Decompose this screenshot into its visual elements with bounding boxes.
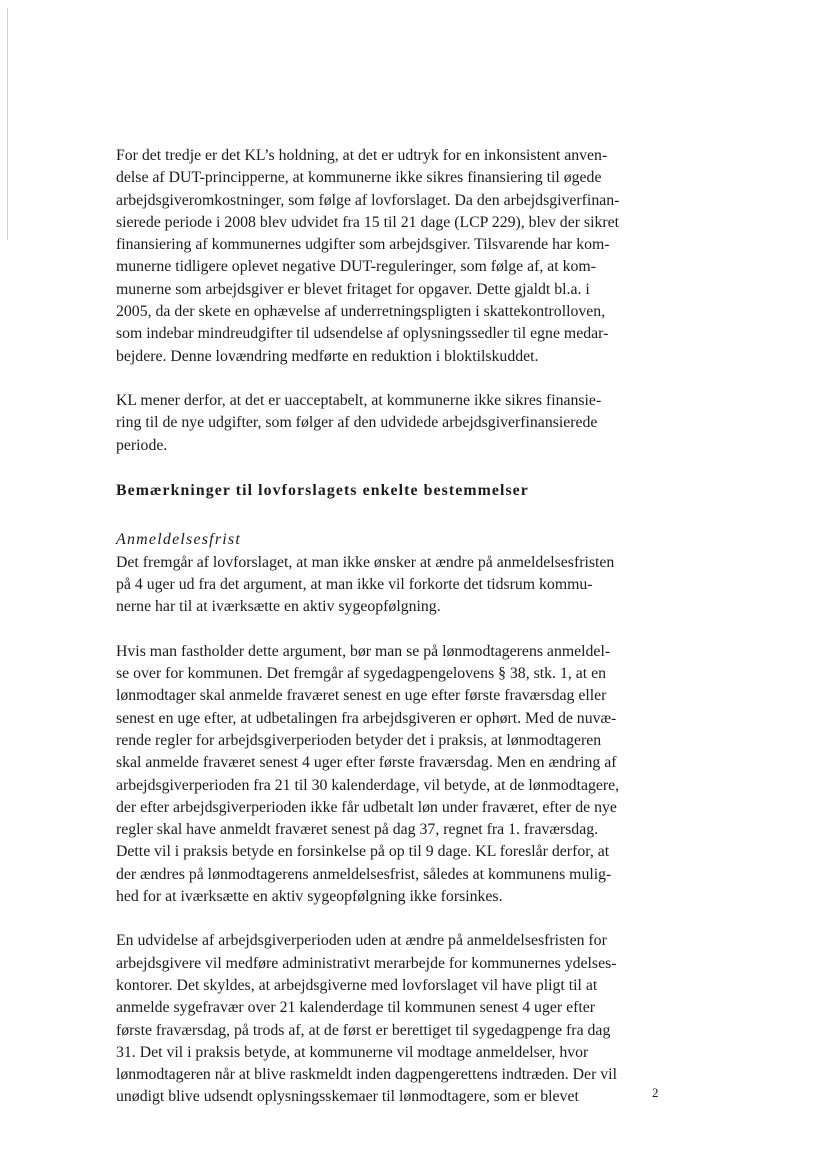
scan-edge-line	[7, 8, 8, 240]
paragraph-admin-workload: En udvidelse af arbejdsgiverperioden uden at ændre på anmeldelsesfristen for arbejdsgivere vil medføre administrativt merarbejde for kommunernes ydelses- kontorer. Det skyldes, at arbejdsgiverne med lovforslaget vil have pligt til at anmelde sygefravær over 21 kalenderdage til kommunen senest 4 uger efter første fraværsdag, på trods af, at de først er berettiget til sygedagpenge fra dag 31. Det vil i praksis betyde, at kommunerne vil modtage anmeldelser, hvor lønmodtageren når at blive raskmeldt inden dagpengerettens indtræden. Der vil unødigt blive udsendt oplysningsskemaer til lønmodtagere, som er blevet	[116, 932, 617, 1106]
section-heading: Bemærkninger til lovforslagets enkelte bestemmelser	[116, 481, 529, 499]
document-body	[116, 145, 636, 1131]
paragraph-employee-notice: Hvis man fastholder dette argument, bør man se på lønmodtagerens anmeldel- se over for kommunen. Det fremgår af sygedagpengelovens § 38, stk. 1, at en lønmodtager skal anmelde fraværet senest en uge efter første fraværsdag eller senest en uge efter, at udbetalingen fra arbejdsgiveren er ophørt. Med de nuvæ- rende regler for arbejdsgiverperioden betyder det i praksis, at lønmodtageren skal anmelde fraværet senest 4 uger efter første fraværsdag. Men en ændring af arbejdsgiverperioden fra 21 til 30 kalenderdage, vil betyde, at de lønmodtagere, der efter arbejdsgiverperioden ikke får udbetalt løn under fraværet, efter de nye regler skal have anmeldt fraværet senest på dag 37, regnet fra 1. fraværsdag. Dette vil i praksis betyde en forsinkelse på op til 9 dage. KL foreslår derfor, at der ændres på lønmodtagerens anmeldelsesfrist, således at kommunens mulig- hed for at iværksætte en aktiv sygeopfølgning ikke forsinkes.	[116, 642, 620, 906]
page-number: 2	[652, 1085, 659, 1100]
subheading-anmeldelsesfrist: Anmeldelsesfrist	[116, 530, 241, 548]
paragraph-dut-principles: For det tredje er det KL’s holdning, at det er udtryk for en inkonsistent anven- delse af DUT-principperne, at kommunerne ikke sikres finansiering til øgede arbejdsgiveromkostninger, som følge af lovforslaget. Da den arbejdsgiverfinan- sierede periode i 2008 blev udvidet fra 15 til 21 dage (LCP 229), blev der sikret finansiering af kommunernes udgifter som arbejdsgiver. Tilsvarende har kom- munerne tidligere oplevet negative DUT-reguleringer, som følge af, at kom- munerne som arbejdsgiver er blevet fritaget for opgaver. Dette gjaldt bl.a. i 2005, da der skete en ophævelse af underretningspligten i skattekontrolloven, som indebar mindreudgifter til udsendelse af oplysningssedler til egne medar- bejdere. Denne lovændring medførte en reduktion i bloktilskuddet.	[116, 147, 620, 365]
paragraph-kl-conclusion: KL mener derfor, at det er uacceptabelt, at kommunerne ikke sikres finansie- ring til de nye udgifter, som følger af den udvidede arbejdsgiverfinansierede periode.	[116, 391, 602, 454]
paragraph-deadline-intro: Det fremgår af lovforslaget, at man ikke ønsker at ændre på anmeldelsesfristen på 4 uger ud fra det argument, at man ikke vil forkorte det tidsrum kommu- nerne har til at iværksætte en aktiv sygeopfølgning.	[116, 553, 615, 616]
